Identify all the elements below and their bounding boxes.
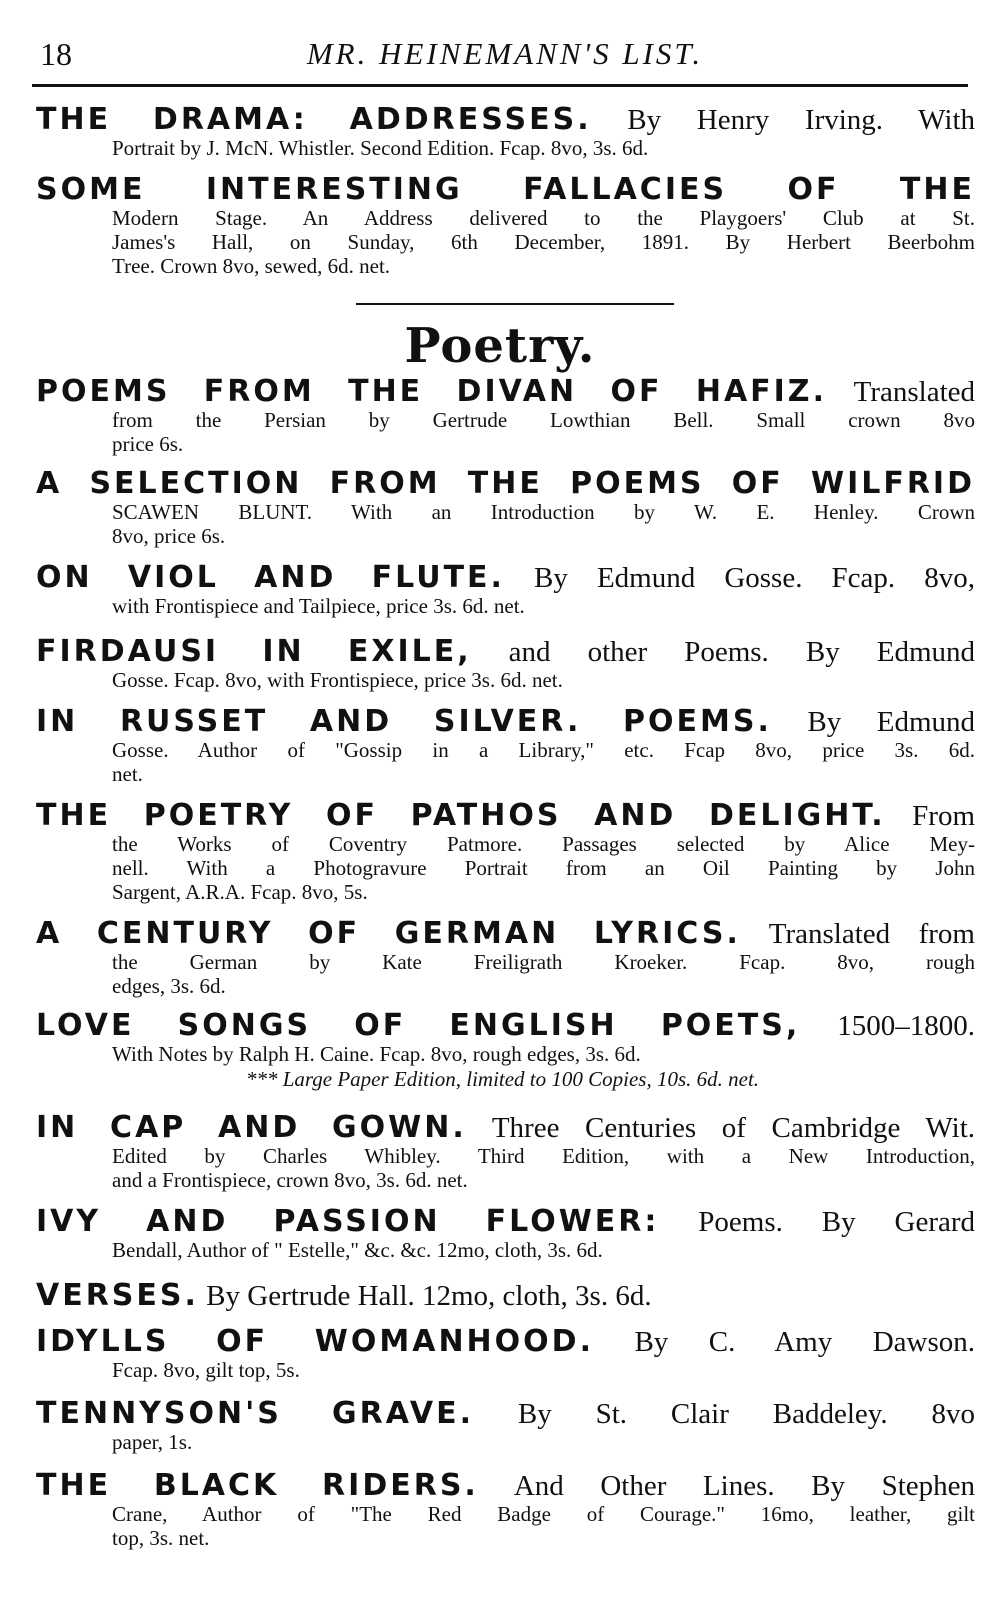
entry-first-line-rest: By Henry Irving. With — [627, 104, 976, 136]
entry-first-line-rest: By St. Clair Baddeley. 8vo — [517, 1398, 975, 1430]
entry-title: IN RUSSET AND SILVER. POEMS. — [36, 704, 772, 739]
entry-line: from the Persian by Gertrude Lowthian Bell. Small crown 8vo — [112, 408, 975, 432]
entry-first-line-rest: Three Centuries of Cambridge Wit. — [491, 1112, 975, 1144]
entry-first-line — [30, 468, 975, 500]
entry-first-line — [30, 1112, 975, 1144]
entry-description — [30, 500, 975, 548]
entry-cap-and-gown — [30, 1112, 975, 1192]
entry-firdausi-in-exile — [30, 636, 975, 692]
entry-poetry-of-pathos — [30, 800, 975, 904]
entry-description — [30, 668, 975, 692]
entry-german-lyrics — [30, 918, 975, 998]
entry-tennysons-grave — [30, 1398, 975, 1454]
entry-first-line — [30, 800, 975, 832]
entry-line: nell. With a Photogravure Portrait from an Oil Painting by John — [112, 856, 975, 880]
entry-line: with Frontispiece and Tailpiece, price 3s. 6d. net. — [112, 594, 525, 618]
entry-first-line-rest: And Other Lines. By Stephen — [513, 1470, 976, 1502]
entry-description — [30, 594, 975, 618]
entry-line: top, 3s. net. — [112, 1526, 210, 1550]
entry-line: net. — [112, 762, 143, 786]
entry-first-line-rest: 1500–1800. — [837, 1010, 976, 1042]
entry-description — [30, 136, 975, 160]
entry-first-line — [30, 1280, 975, 1312]
entry-first-line-rest: Translated — [853, 376, 975, 408]
entry-first-line-rest: By C. Amy Dawson. — [634, 1326, 976, 1358]
entry-title: A SELECTION FROM THE POEMS OF WILFRID — [36, 466, 975, 501]
entry-description — [30, 1502, 975, 1550]
page-number: 18 — [40, 36, 72, 72]
entry-title: THE DRAMA: ADDRESSES. — [36, 102, 592, 137]
entry-first-line — [30, 1398, 975, 1430]
entry-first-line — [30, 104, 975, 136]
running-title: MR. HEINEMANN'S LIST. — [306, 36, 704, 71]
section-heading: Poetry. — [404, 318, 596, 374]
entry-title: TENNYSON'S GRAVE. — [36, 1396, 474, 1431]
entry-russet-and-silver — [30, 706, 975, 786]
entry-description — [30, 206, 975, 278]
entry-interesting-fallacies — [30, 174, 975, 278]
entry-title: A CENTURY OF GERMAN LYRICS. — [36, 916, 741, 951]
entry-line: Fcap. 8vo, gilt top, 5s. — [112, 1358, 300, 1382]
entry-first-line-rest: and other Poems. By Edmund — [508, 636, 976, 668]
entry-title: THE POETRY OF PATHOS AND DELIGHT. — [36, 798, 886, 833]
entry-line: price 6s. — [112, 432, 184, 456]
entry-line: Crane, Author of "The Red Badge of Courage." 16mo, leather, gilt — [112, 1502, 975, 1526]
entry-description — [30, 1238, 975, 1262]
entry-line: Edited by Charles Whibley. Third Edition, with a New Introduction, — [112, 1144, 975, 1168]
entry-title: SOME INTERESTING FALLACIES OF THE — [36, 172, 975, 207]
entry-first-line — [30, 174, 975, 206]
entry-first-line-rest: By Gertrude Hall. 12mo, cloth, 3s. 6d. — [206, 1280, 652, 1312]
entry-first-line-rest: By Edmund Gosse. Fcap. 8vo, — [534, 562, 975, 594]
entry-line: Portrait by J. McN. Whistler. Second Edition. Fcap. 8vo, 3s. 6d. — [112, 136, 649, 160]
entry-first-line — [30, 1206, 975, 1238]
entry-verses — [30, 1280, 975, 1312]
entry-title: THE BLACK RIDERS. — [36, 1468, 479, 1503]
entry-line: With Notes by Ralph H. Caine. Fcap. 8vo, rough edges, 3s. 6d. — [112, 1042, 641, 1066]
entry-description — [30, 1358, 975, 1382]
entry-viol-and-flute — [30, 562, 975, 618]
entry-line: the Works of Coventry Patmore. Passages selected by Alice Mey- — [112, 832, 975, 856]
entry-first-line-rest: From — [912, 800, 976, 832]
entry-title: IDYLLS OF WOMANHOOD. — [36, 1324, 594, 1359]
large-paper-note: *** Large Paper Edition, limited to 100 Copies, 10s. 6d. net. — [245, 1067, 760, 1091]
entry-black-riders — [30, 1470, 975, 1550]
entry-divan-of-hafiz — [30, 376, 975, 456]
entry-first-line — [30, 918, 975, 950]
entry-idylls-of-womanhood — [30, 1326, 975, 1382]
entry-title: IVY AND PASSION FLOWER: — [36, 1204, 660, 1239]
entry-line: Sargent, A.R.A. Fcap. 8vo, 5s. — [112, 880, 368, 904]
header-rule — [32, 84, 968, 87]
entry-title: VERSES. — [36, 1278, 199, 1313]
entry-line: edges, 3s. 6d. — [112, 974, 226, 998]
entry-description — [30, 408, 975, 456]
entry-line: Tree. Crown 8vo, sewed, 6d. net. — [112, 254, 391, 278]
entry-title: FIRDAUSI IN EXILE, — [36, 634, 472, 669]
entry-line: SCAWEN BLUNT. With an Introduction by W. E. Henley. Crown — [112, 500, 975, 524]
section-divider — [356, 303, 674, 305]
entry-line: James's Hall, on Sunday, 6th December, 1891. By Herbert Beerbohm — [112, 230, 975, 254]
entry-description — [30, 1042, 975, 1066]
entry-line: Gosse. Author of "Gossip in a Library," etc. Fcap 8vo, price 3s. 6d. — [112, 738, 975, 762]
entry-description — [30, 950, 975, 998]
entry-first-line — [30, 376, 975, 408]
entry-first-line — [30, 562, 975, 594]
entry-first-line — [30, 636, 975, 668]
entry-line: Gosse. Fcap. 8vo, with Frontispiece, price 3s. 6d. net. — [112, 668, 563, 692]
entry-first-line-rest: Poems. By Gerard — [698, 1206, 976, 1238]
entry-description — [30, 832, 975, 904]
entry-title: ON VIOL AND FLUTE. — [36, 560, 505, 595]
entry-first-line — [30, 1470, 975, 1502]
entry-line: the German by Kate Freiligrath Kroeker. Fcap. 8vo, rough — [112, 950, 975, 974]
entry-wilfrid-blunt — [30, 468, 975, 548]
entry-first-line-rest: By Edmund — [807, 706, 975, 738]
entry-description — [30, 738, 975, 786]
entry-line: 8vo, price 6s. — [112, 524, 226, 548]
entry-line: Bendall, Author of " Estelle," &c. &c. 12mo, cloth, 3s. 6d. — [112, 1238, 603, 1262]
entry-first-line-rest: Translated from — [768, 918, 975, 950]
entry-title: POEMS FROM THE DIVAN OF HAFIZ. — [36, 374, 827, 409]
entry-first-line — [30, 1010, 975, 1042]
entry-line: paper, 1s. — [112, 1430, 193, 1454]
entry-ivy-and-passion-flower — [30, 1206, 975, 1262]
entry-first-line — [30, 706, 975, 738]
page-header — [40, 30, 970, 80]
entry-description — [30, 1430, 975, 1454]
entry-love-songs — [30, 1010, 975, 1092]
entry-line: Modern Stage. An Address delivered to the Playgoers' Club at St. — [112, 206, 975, 230]
entry-first-line — [30, 1326, 975, 1358]
entry-description — [30, 1144, 975, 1192]
entry-drama-addresses — [30, 104, 975, 160]
entry-title: IN CAP AND GOWN. — [36, 1110, 467, 1145]
entry-title: LOVE SONGS OF ENGLISH POETS, — [36, 1008, 801, 1043]
entry-line: and a Frontispiece, crown 8vo, 3s. 6d. net. — [112, 1168, 468, 1192]
